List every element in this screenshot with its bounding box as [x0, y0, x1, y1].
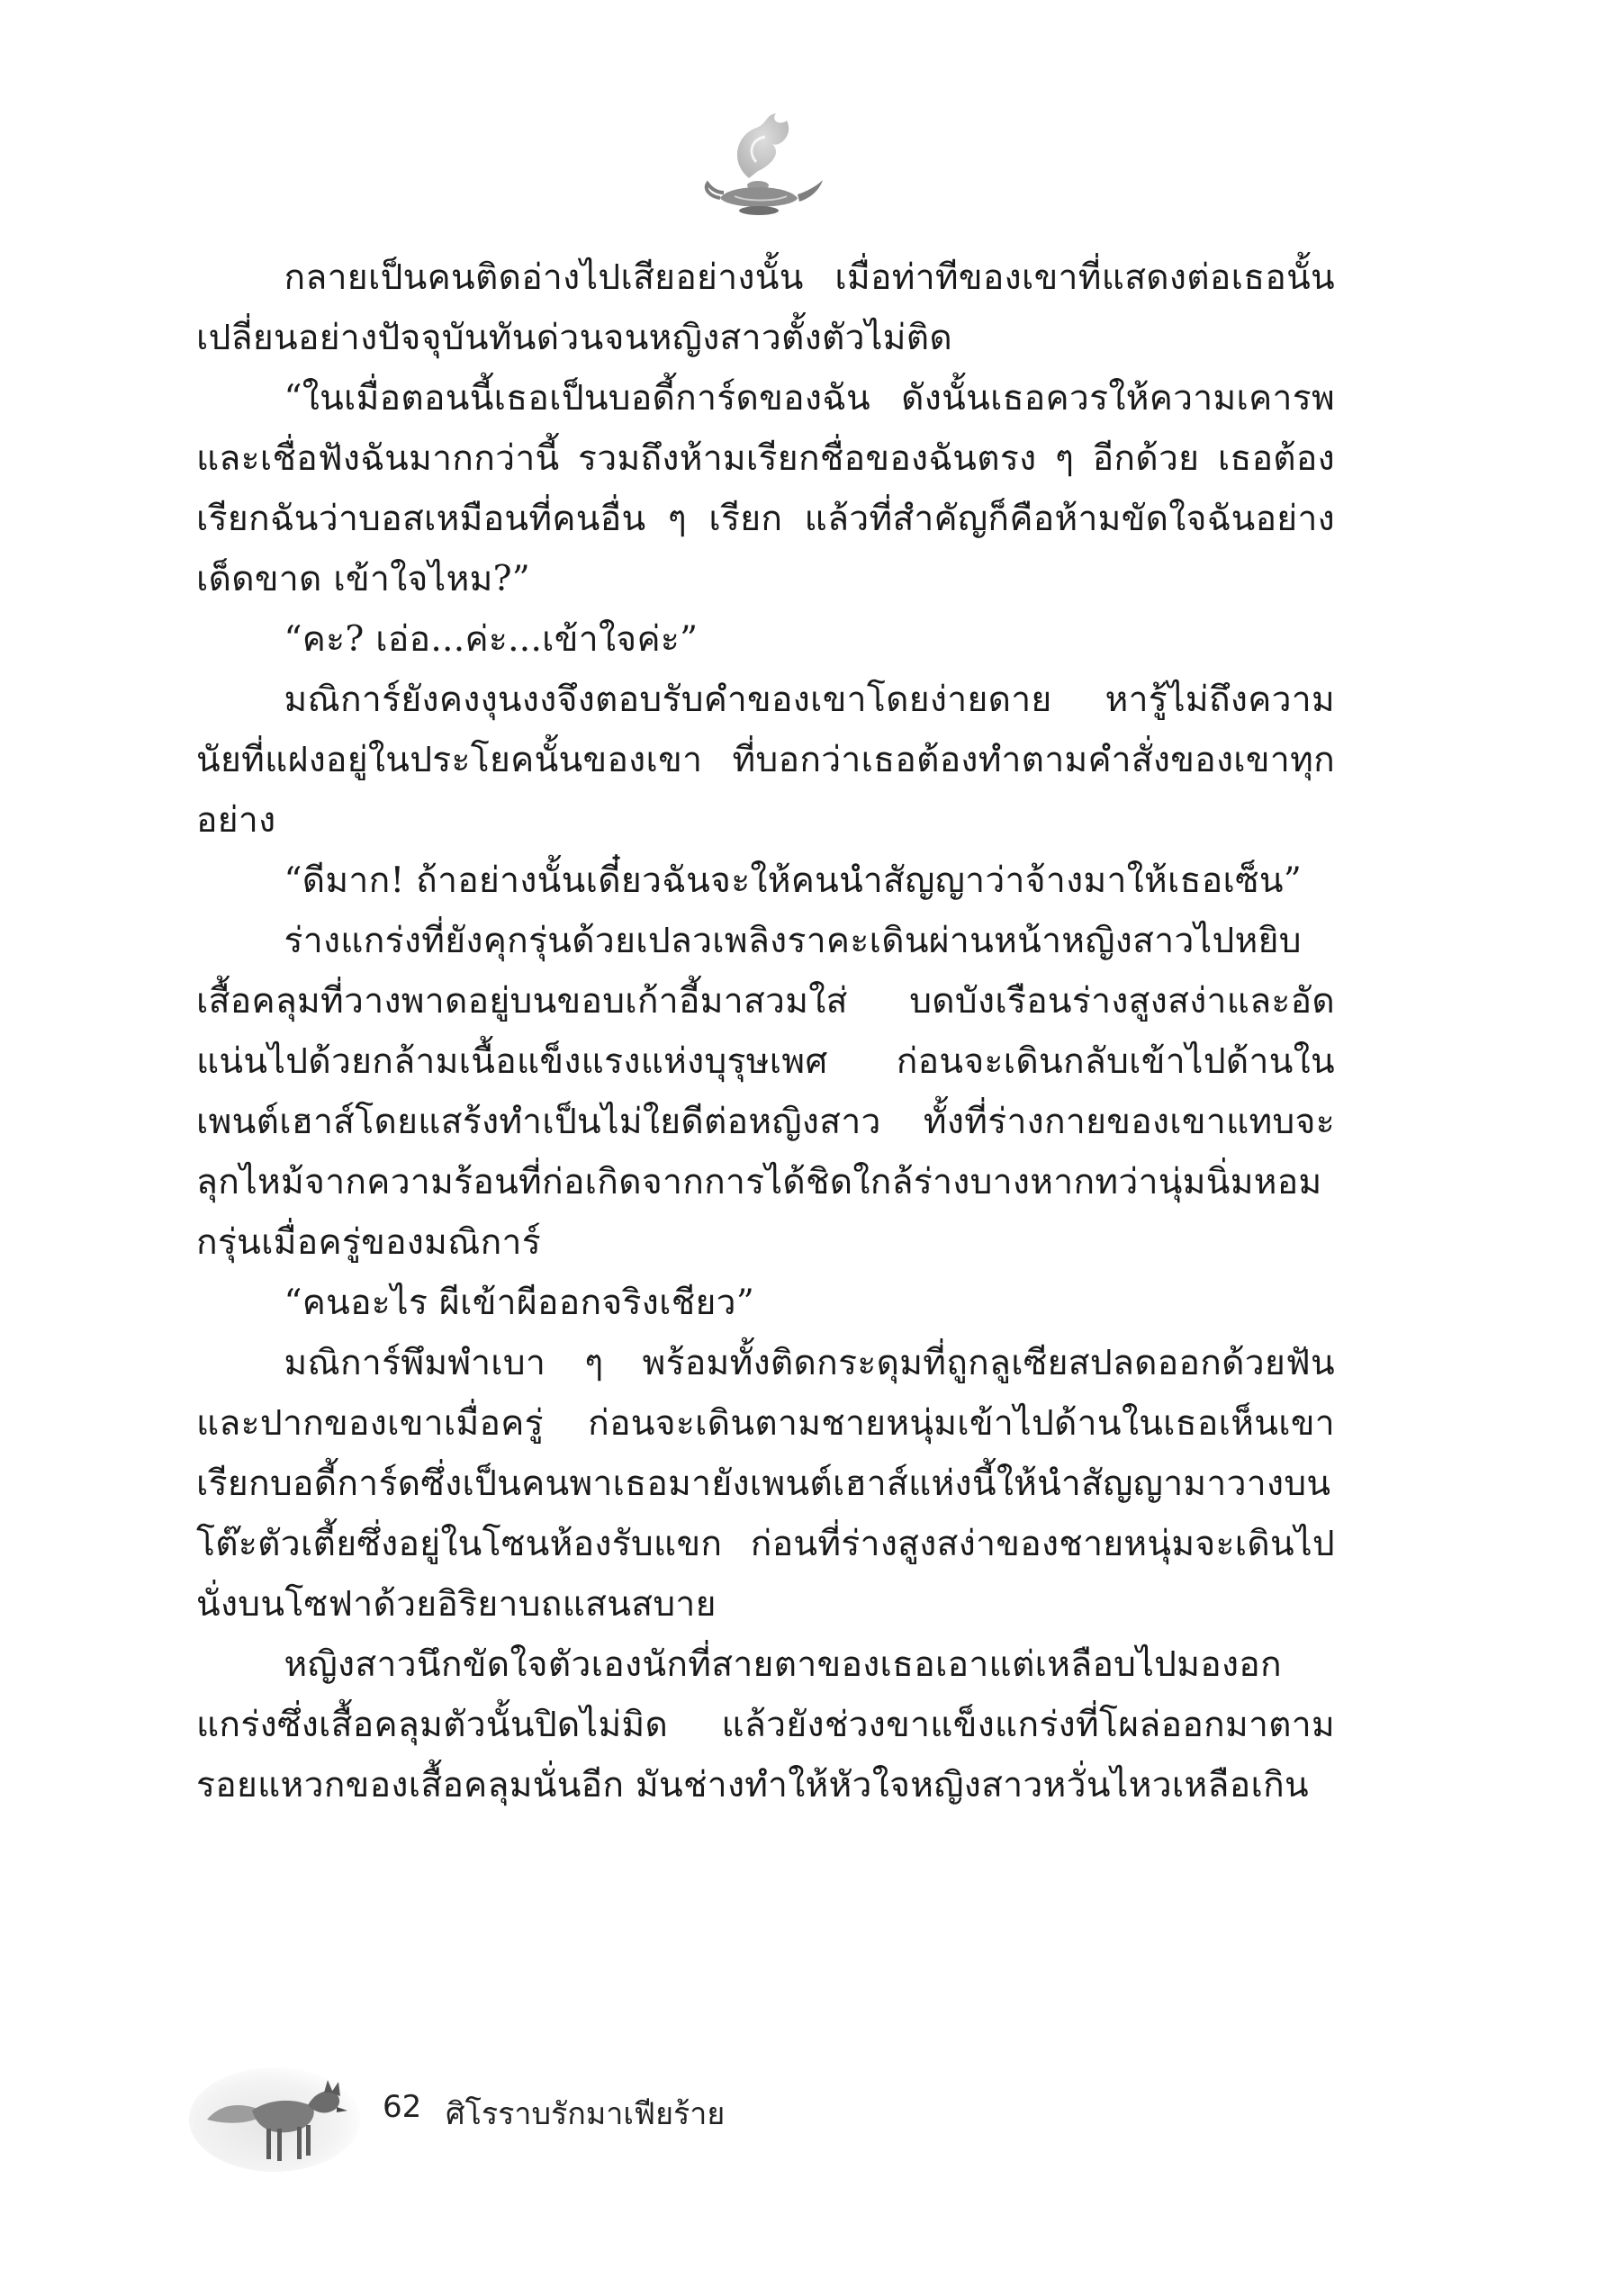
paragraph: มณิการ์ยังคงงุนงงจึงตอบรับคำของเขาโดยง่ายดาย หารู้ไม่ถึงความนัยที่แฝงอยู่ในประโยคนั้นของเขา ที่บอกว่าเธอต้องทำตามคำสั่งของเขาทุกอย่าง — [196, 680, 1335, 841]
paragraph: กลายเป็นคนติดอ่างไปเสียอย่างนั้น เมื่อท่าทีของเขาที่แสดงต่อเธอนั้นเปลี่ยนอย่างปัจจุบันทันด่วนจนหญิงสาวตั้งตัวไม่ติด — [196, 257, 1335, 358]
page-footer — [189, 2057, 999, 2183]
body-text — [196, 248, 1335, 2057]
genie-lamp-icon — [693, 108, 828, 234]
page-number: 62 — [383, 2089, 422, 2125]
paragraph: หญิงสาวนึกขัดใจตัวเองนักที่สายตาของเธอเอาแต่เหลือบไปมองอกแกร่งซึ่งเสื้อคลุมตัวนั้นปิดไม่มิด แล้วยังช่วงขาแข็งแกร่งที่โผล่ออกมาตามรอยแหวกของเสื้อคลุมนั่นอีก มันช่างทำให้หัวใจหญิงสาวหวั่นไหวเหลือเกิน — [196, 1644, 1335, 1805]
paragraph: มณิการ์พึมพำเบา ๆ พร้อมทั้งติดกระดุมที่ถูกลูเซียสปลดออกด้วยฟันและปากของเขาเมื่อครู่ ก่อนจะเดินตามชายหนุ่มเข้าไปด้านในเธอเห็นเขาเรียกบอดี้การ์ดซึ่งเป็นคนพาเธอมายังเพนต์เฮาส์แห่งนี้ให้นำสัญญามาวางบนโต๊ะตัวเตี้ยซึ่งอยู่ในโซนห้องรับแขก ก่อนที่ร่างสูงสง่าของชายหนุ่มจะเดินไปนั่งบนโซฟาด้วยอิริยาบถแสนสบาย — [196, 1343, 1335, 1625]
paragraph: “คะ? เอ่อ...ค่ะ...เข้าใจค่ะ” — [284, 619, 699, 660]
book-title: ศิโรราบรักมาเฟียร้าย — [446, 2096, 726, 2132]
paragraph: “คนอะไร ผีเข้าผีออกจริงเชียว” — [284, 1283, 755, 1323]
paragraph: “ในเมื่อตอนนี้เธอเป็นบอดี้การ์ดของฉัน ดังนั้นเธอควรให้ความเคารพและเชื่อฟังฉันมากกว่านี้ รวมถึงห้ามเรียกชื่อของฉันตรง ๆ อีกด้วย เธอต้องเรียกฉันว่าบอสเหมือนที่คนอื่น ๆ เรียก แล้วที่สำคัญก็คือห้ามขัดใจฉันอย่างเด็ดขาด เข้าใจไหม?” — [196, 378, 1335, 599]
paragraph: ร่างแกร่งที่ยังคุกรุ่นด้วยเปลวเพลิงราคะเดินผ่านหน้าหญิงสาวไปหยิบเสื้อคลุมที่วางพาดอยู่บนขอบเก้าอี้มาสวมใส่ บดบังเรือนร่างสูงสง่าและอัดแน่นไปด้วยกล้ามเนื้อแข็งแรงแห่งบุรุษเพศ ก่อนจะเดินกลับเข้าไปด้านในเพนต์เฮาส์โดยแสร้งทำเป็นไม่ใยดีต่อหญิงสาว ทั้งที่ร่างกายของเขาแทบจะลุกไหม้จากความร้อนที่ก่อเกิดจากการได้ชิดใกล้ร่างบางหากทว่านุ่มนิ่มหอมกรุ่นเมื่อครู่ของมณิการ์ — [196, 921, 1335, 1263]
paragraph: “ดีมาก! ถ้าอย่างนั้นเดี๋ยวฉันจะให้คนนำสัญญาว่าจ้างมาให้เธอเซ็น” — [284, 860, 1303, 901]
fox-icon — [189, 2057, 369, 2174]
